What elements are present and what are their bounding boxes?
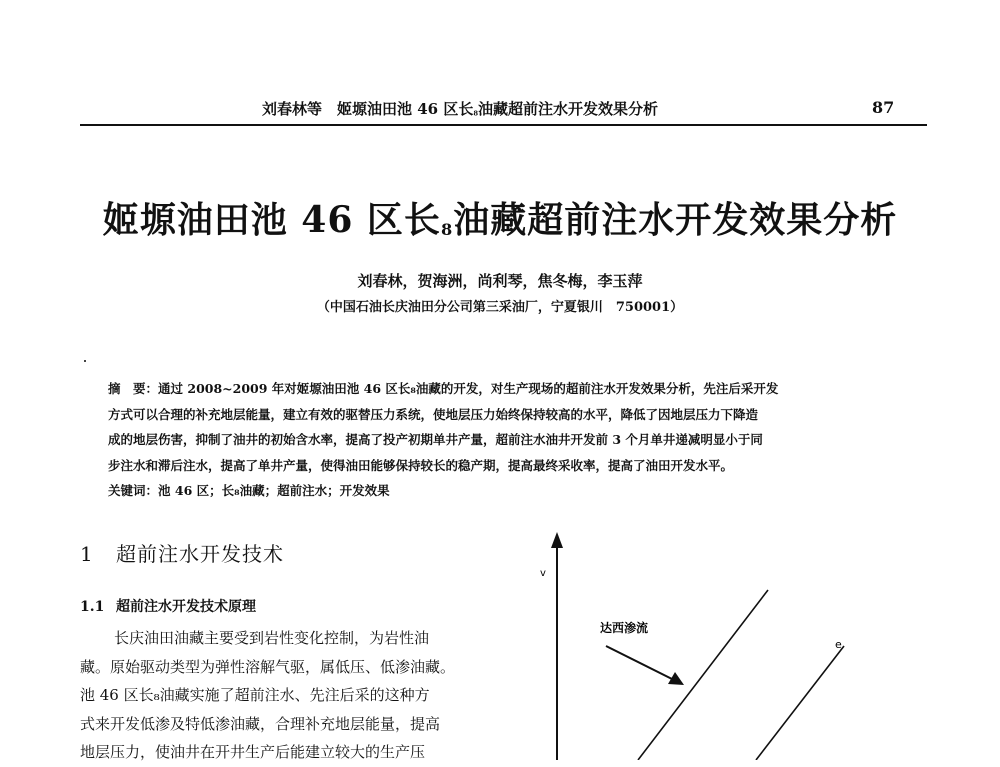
y-axis-label: v bbox=[540, 568, 546, 579]
keywords-label: 关键词： bbox=[108, 483, 159, 498]
page-number: 87 bbox=[872, 98, 895, 117]
subsection-title: 超前注水开发技术原理 bbox=[116, 599, 256, 615]
line-darcy bbox=[638, 590, 768, 760]
subsection-heading bbox=[80, 596, 256, 616]
article-title: 姬塬油田池 46 区长$_8$油藏超前注水开发效果分析 bbox=[102, 199, 898, 241]
header-rule bbox=[80, 124, 927, 126]
body-line: 式来开发低渗及特低渗油藏，合理补充地层能量，提高 bbox=[80, 714, 441, 733]
body-line: 地层压力，使油井在开井生产后能建立较大的生产压 bbox=[80, 743, 426, 761]
body-line: 长庆油田油藏主要受到岩性变化控制，为岩性油 bbox=[114, 629, 430, 647]
keywords: 关键词：池 46 区；长₈油藏；超前注水；开发效果 bbox=[108, 483, 390, 498]
abstract-label: 摘 要： bbox=[108, 381, 159, 396]
body-line: 藏。原始驱动类型为弹性溶解气驱，属低压、低渗油藏。 bbox=[80, 657, 456, 676]
abstract-line: 摘 要：通过 2008~2009 年对姬塬油田池 46 区长₈油藏的开发，对生产现场的超前注水开发效果分析，先注后采开发 bbox=[108, 381, 779, 396]
section-title: 超前注水开发技术 bbox=[116, 542, 284, 566]
authors: 刘春林，贺海洲，尚利琴，焦冬梅，李玉萍 bbox=[357, 272, 643, 290]
curve-label: e bbox=[835, 638, 842, 651]
affiliation: （中国石油长庆油田分公司第三采油厂，宁夏银川 750001） bbox=[316, 300, 684, 315]
abstract-line: 方式可以合理的补充地层能量，建立有效的驱替压力系统，使地层压力始终保持较高的水平，降低了因地层压力下降造 bbox=[108, 406, 759, 422]
flow-figure bbox=[520, 530, 900, 760]
section-heading bbox=[80, 538, 284, 567]
abstract bbox=[108, 376, 910, 504]
annotation-label: 达西渗流 bbox=[600, 621, 649, 635]
body-paragraph bbox=[80, 624, 500, 767]
y-axis-arrow-icon bbox=[551, 532, 563, 548]
abstract-line: 成的地层伤害，抑制了油井的初始含水率，提高了投产初期单井产量，超前注水油井开发前 3 个月单井递减明显小于同 bbox=[108, 432, 763, 447]
subsection-number: 1.1 bbox=[80, 599, 105, 615]
annotation-arrow bbox=[606, 646, 678, 682]
body-line: 池 46 区长₈油藏实施了超前注水、先注后采的这种方 bbox=[80, 686, 430, 704]
scan-speck bbox=[84, 360, 86, 362]
running-header: 刘春林等 姬塬油田池 46 区长$_8$油藏超前注水开发效果分析 bbox=[262, 100, 659, 118]
abstract-line: 步注水和滞后注水，提高了单井产量，使得油田能够保持较长的稳产期，提高最终采收率，提高了油田开发水平。 bbox=[108, 457, 734, 473]
section-number: 1 bbox=[80, 542, 94, 566]
line-nonlinear bbox=[756, 646, 844, 760]
